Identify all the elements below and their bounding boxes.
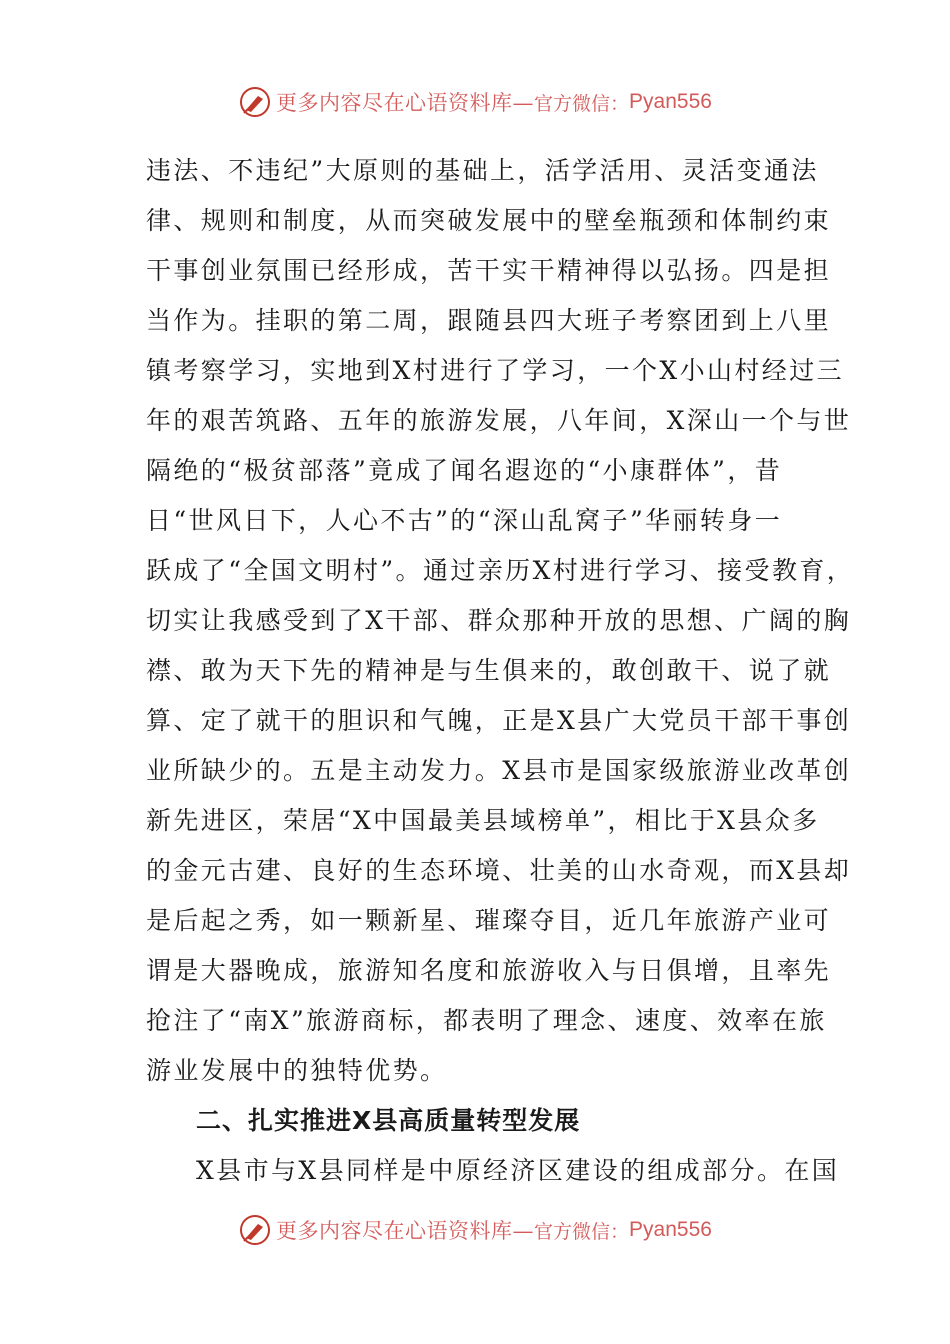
body-line: 抢注了“南X”旅游商标，都表明了理念、速度、效率在旅	[146, 1006, 827, 1035]
watermark-text: 更多内容尽在心语资料库—	[276, 1219, 535, 1243]
body-line: 镇考察学习，实地到X村进行了学习，一个X小山村经过三	[146, 356, 844, 385]
body-line: X县市与X县同样是中原经济区建设的组成部分。在国	[196, 1156, 840, 1185]
pen-nib-icon	[238, 1213, 272, 1247]
body-line: 游业发展中的独特优势。	[146, 1056, 448, 1085]
pen-nib-icon	[238, 85, 272, 119]
body-line: 的金元古建、良好的生态环境、壮美的山水奇观，而X县却	[146, 856, 852, 885]
body-line: 年的艰苦筑路、五年的旅游发展，八年间，X深山一个与世	[146, 406, 852, 435]
watermark-wechat-label: 官方微信：	[534, 1220, 630, 1243]
body-line: 当作为。挂职的第二周，跟随县四大班子考察团到上八里	[146, 306, 832, 335]
body-line: 谓是大器晚成，旅游知名度和旅游收入与日俱增，且率先	[146, 956, 832, 985]
body-line: 切实让我感受到了X干部、群众那种开放的思想、广阔的胸	[146, 606, 852, 635]
body-line: 干事创业氛围已经形成，苦干实干精神得以弘扬。四是担	[146, 256, 832, 285]
watermark-header	[0, 84, 950, 120]
body-line: 律、规则和制度，从而突破发展中的壁垒瓶颈和体制约束	[146, 206, 832, 235]
body-line: 算、定了就干的胆识和气魄，正是X县广大党员干部干事创	[146, 706, 852, 735]
body-line: 日“世风日下，人心不古”的“深山乱窝子”华丽转身一	[146, 506, 783, 535]
watermark-wechat-id: Pyan556	[629, 1218, 712, 1241]
body-line: 跃成了“全国文明村”。通过亲历X村进行学习、接受教育，	[146, 556, 855, 585]
body-line: 是后起之秀，如一颗新星、璀璨夺目，近几年旅游产业可	[146, 906, 832, 935]
watermark-wechat-label: 官方微信：	[534, 92, 630, 115]
watermark-footer	[0, 1212, 950, 1248]
body-line: 违法、不违纪”大原则的基础上，活学活用、灵活变通法	[146, 156, 819, 185]
body-line: 隔绝的“极贫部落”竟成了闻名遐迩的“小康群体”，昔	[146, 456, 783, 485]
section-heading: 二、扎实推进X县高质量转型发展	[196, 1106, 581, 1135]
body-line: 新先进区，荣居“X中国最美县域榜单”，相比于X县众多	[146, 806, 820, 835]
document-body	[146, 146, 855, 1196]
watermark-wechat-id: Pyan556	[629, 90, 712, 113]
watermark-text: 更多内容尽在心语资料库—	[276, 91, 535, 115]
body-line: 业所缺少的。五是主动发力。X县市是国家级旅游业改革创	[146, 756, 852, 785]
body-line: 襟、敢为天下先的精神是与生俱来的，敢创敢干、说了就	[146, 656, 832, 685]
